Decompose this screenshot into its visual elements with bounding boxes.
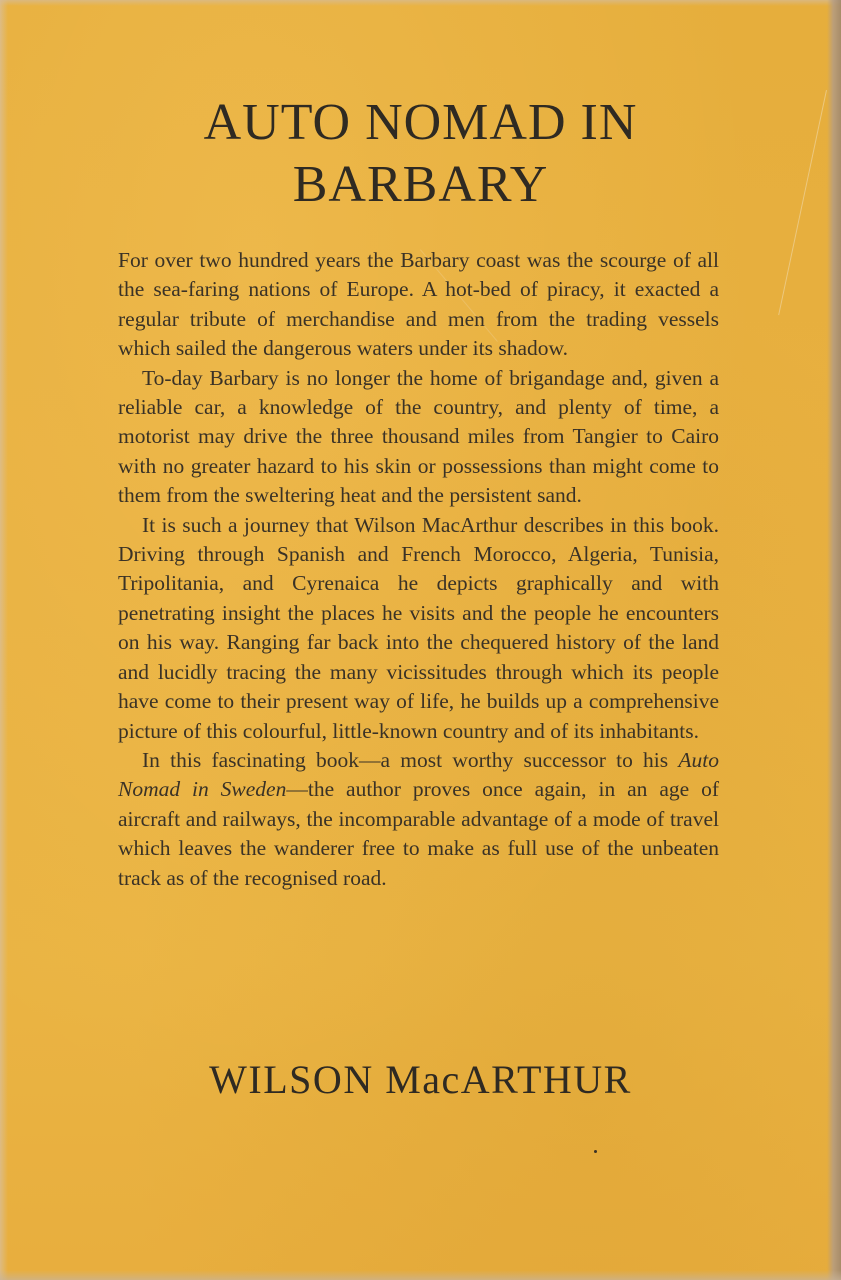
ink-speck <box>594 1150 597 1153</box>
blurb-paragraph-2: To-day Barbary is no longer the home of brigandage and, given a reliable car, a knowledge of the country, and plenty of time, a motorist may drive the three thousand miles from Tangier to Cairo with no greater hazard to his skin or possessions than might come to them from the sweltering heat and the persistent sand. <box>118 365 719 508</box>
blurb-paragraph-1: For over two hundred years the Barbary coast was the scourge of all the sea-faring nations of Europe. A hot-bed of piracy, it exacted a regular tribute of merchandise and men from the trading vessels which sailed the dangerous waters under its shadow. <box>118 248 719 361</box>
book-title-line-2: BARBARY <box>292 156 549 213</box>
book-title-line-1: AUTO NOMAD IN <box>203 94 638 151</box>
worn-bottom-edge <box>0 1270 841 1280</box>
author-name: WILSON MacARTHUR <box>209 1057 632 1102</box>
blurb-paragraph-4-start: In this fascinating book—a most worthy successor to his <box>142 747 679 772</box>
blurb-text <box>118 246 719 893</box>
blurb-paragraph-4 <box>118 746 719 893</box>
blurb-paragraph-3: It is such a journey that Wilson MacArthur describes in this book. Driving through Spanish and French Morocco, Algeria, Tunisia, Tripolitania, and Cyrenaica he depicts graphically and with penetrating insight the places he visits and the people he encounters on his way. Ranging far back into the chequered history of the land and lucidly tracing the many vicissitudes through which its people have come to their present way of life, he builds up a comprehensive picture of this colourful, little-known country and of its inhabitants. <box>118 512 719 743</box>
blurb-paragraph-4-end: —the author proves once again, in an age of aircraft and railways, the incomparable advantage of a mode of travel which leaves the wanderer free to make as full use of the unbeaten track as of the recognised road. <box>118 777 719 890</box>
previous-book-title: Auto Nomad in Sweden <box>118 747 719 802</box>
worn-top-edge <box>0 0 841 6</box>
book-title <box>0 92 841 216</box>
